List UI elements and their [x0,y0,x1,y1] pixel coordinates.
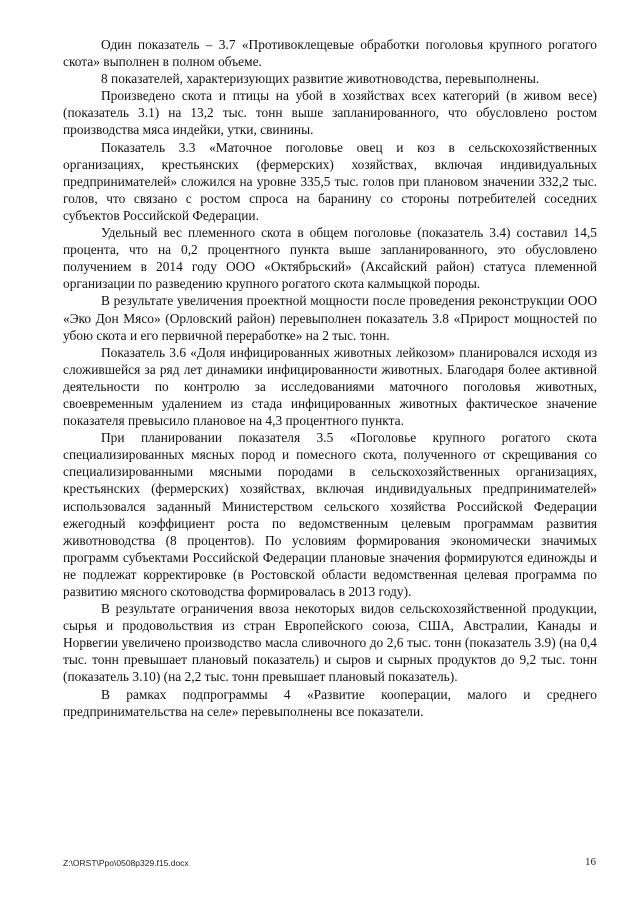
paragraph-1: Один показатель – 3.7 «Противоклещевые обработки поголовья крупного рогатого скота» выполнен в полном объеме. [63,37,597,70]
paragraph-3: Произведено скота и птицы на убой в хозяйствах всех категорий (в живом весе) (показатель 3.1) на 13,2 тыс. тонн выше запланированного, что обусловлено ростом производства мяса индейки, утки, свинины. [63,88,597,138]
body-text [63,36,597,720]
page-number: 16 [585,856,596,868]
paragraph-6: В результате увеличения проектной мощности после проведения реконструкции ООО «Эко Дон Мясо» (Орловский район) перевыполнен показатель 3.8 «Прирост мощностей по убою скота и его первичной переработке» на 2 тыс. тонн. [63,293,597,343]
paragraph-7: Показатель 3.6 «Доля инфицированных животных лейкозом» планировался исходя из сложившейся за ряд лет динамики инфицированности животных. Благодаря более активной деятельности по контролю за исследованиями маточного поголовья животных, своевременным удалением из стада инфицированных животных фактическое значение показателя превысило плановое на 4,3 процентного пункта. [63,344,597,429]
paragraph-10: В рамках подпрограммы 4 «Развитие кооперации, малого и среднего предпринимательства на селе» перевыполнены все показатели. [63,686,597,719]
paragraph-4: Показатель 3.3 «Маточное поголовье овец и коз в сельскохозяйственных организациях, крестьянских (фермерских) хозяйствах, включая индивидуальных предпринимателей» сложился на уровне 335,5 тыс. голов при плановом значении 332,2 тыс. голов, что связано с ростом спроса на баранину со стороны потребителей соседних субъектов Российской Федерации. [63,139,597,223]
paragraph-9: В результате ограничения ввоза некоторых видов сельскохозяйственной продукции, сырья и продовольствия из стран Европейского союза, США, Австралии, Канады и Норвегии увеличено производство масла сливочного до 2,6 тыс. тонн (показатель 3.9) (на 0,4 тыс. тонн превышает плановый показатель) и сыров и сырных продуктов до 9,2 тыс. тонн (показатель 3.10) (на 2,2 тыс. тонн превышает плановый показатель). [63,601,597,685]
footer-file-path: Z:\ORST\Ppo\0508p329.f15.docx [63,858,189,868]
paragraph-5: Удельный вес племенного скота в общем поголовье (показатель 3.4) составил 14,5 процента, что на 0,2 процентного пункта выше запланированного, это обусловлено получением в 2014 году ООО «Октябрьский» (Аксайский район) статуса племенной организации по разведению крупного рогатого скота калмыцкой породы. [63,225,597,292]
paragraph-8: При планировании показателя 3.5 «Поголовье крупного рогатого скота специализированных мясных пород и помесного скота, полученного от скрещивания со специализированными мясными породами в сельскохозяйственных организациях, крестьянских (фермерских) хозяйствах, включая индивидуальных предпринимателей» использовался заданный Министерством сельского хозяйства Российской Федерации ежегодный коэффициент роста по ведомственным целевым программам развития животноводства (8 процентов). По условиям формирования экономически значимых программ субъектами Российской Федерации плановые значения формируются единожды и не подлежат корректировке (в Ростовской области ведомственная целевая программа по развитию мясного скотоводства формировалась в 2013 году). [63,430,597,599]
paragraph-2: 8 показателей, характеризующих развитие животноводства, перевыполнены. [101,71,540,87]
